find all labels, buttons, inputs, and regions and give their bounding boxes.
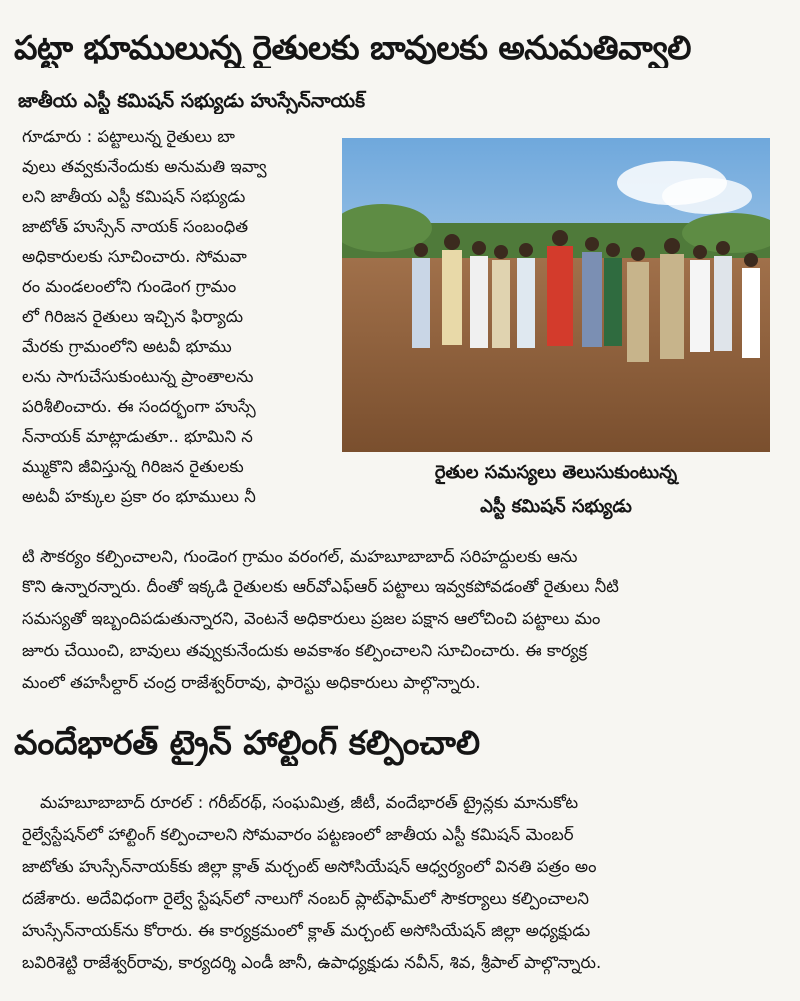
photo-caption: ఎస్టీ కమిషన్‌ సభ్యుడు — [480, 496, 632, 517]
body-line: లను సాగుచేసుకుంటున్న ప్రాంతాలను — [22, 367, 254, 386]
body-line: మ్ముకొని జీవిస్తున్న గిరిజన రైతులకు — [22, 457, 244, 476]
body-line: మహబూబాబాద్‌ రూరల్‌ : గరీబ్‌రథ్‌, సంఘమిత్ర, జీటీ, వందేభారత్‌ ట్రైన్లకు మానుకోట — [40, 793, 579, 812]
news-photo-farmers-field — [342, 138, 770, 452]
body-line: లో గిరిజన రైతులు ఇచ్చిన ఫిర్యాదు — [22, 307, 244, 326]
headline: వందేభారత్‌ ట్రైన్‌ హాల్టింగ్‌ కల్పించాలి — [14, 723, 481, 762]
body-line: మంలో తహసీల్దార్‌ చంద్ర రాజేశ్వర్‌రావు, ఫారెస్టు అధికారులు పాల్గొన్నారు. — [22, 673, 481, 692]
body-line: అటవీ హక్కుల ప్రకా రం భూములు నీ — [22, 487, 256, 506]
body-line: వులు తవ్వకునేందుకు అనుమతి ఇవ్వా — [22, 157, 267, 176]
body-line: పరిశీలించారు. ఈ సందర్భంగా హుస్సే — [22, 397, 256, 416]
body-line: టి సౌకర్యం కల్పించాలని, గుండెంగ గ్రామం వరంగల్‌, మహబూబాబాద్‌ సరిహద్దులకు ఆను — [22, 547, 578, 566]
body-line: జూరు చేయించి, బావులు తవ్వుకునేందుకు అవకాశం కల్పించాలని సూచించారు. ఈ కార్యక్ర — [22, 641, 588, 660]
body-line: జాటోత్‌ హుస్సేన్‌ నాయక్‌ సంబంధిత — [22, 217, 249, 236]
body-line: గూడూరు : పట్టాలున్న రైతులు బా — [22, 127, 235, 146]
body-line: మేరకు గ్రామంలోని అటవీ భూము — [22, 337, 232, 356]
body-line: కొని ఉన్నారన్నారు. దీంతో ఇక్కడి రైతులకు ఆర్‌వోఎఫ్‌ఆర్‌ పట్టాలు ఇవ్వకపోవడంతో రైతులు నీటి — [22, 577, 619, 596]
body-line: సమస్యతో ఇబ్బందిపడుతున్నారని, వెంటనే అధికారులు ప్రజల పక్షాన ఆలోచించి పట్టాలు మం — [22, 609, 601, 628]
body-line: దజేశారు. అదేవిధంగా రైల్వే స్టేషన్‌లో నాలుగో నంబర్‌ ప్లాట్‌ఫామ్‌లో సౌకర్యాలు కల్పించాలని — [22, 889, 589, 908]
body-line: రం మండలంలోని గుండెంగ గ్రామం — [22, 277, 237, 296]
subheadline: జాతీయ ఎస్టీ కమిషన్‌ సభ్యుడు హుస్సేన్‌నాయక్‌ — [18, 90, 365, 112]
body-line: జాటోతు హుస్సేన్‌నాయక్‌కు జిల్లా క్లాత్‌ మర్చంట్‌ అసోసియేషన్‌ ఆధ్వర్యంలో వినతి పత్రం అం — [22, 857, 597, 876]
headline: పట్టా భూములున్న రైతులకు బావులకు అనుమతివ్వాలి — [14, 28, 691, 67]
body-line: హుస్సేన్‌నాయక్‌ను కోరారు. ఈ కార్యక్రమంలో క్లాత్‌ మర్చంట్‌ అసోసియేషన్‌ జిల్లా అధ్యక్షుడు — [22, 921, 591, 940]
body-line: లని జాతీయ ఎస్టీ కమిషన్‌ సభ్యుడు — [22, 187, 246, 206]
body-line: అధికారులకు సూచించారు. సోమవా — [22, 247, 247, 266]
body-line: రైల్వేస్టేషన్‌లో హాల్టింగ్‌ కల్పించాలని సోమవారం పట్టణంలో జాతీయ ఎస్టీ కమిషన్‌ మెంబర్‌ — [22, 825, 574, 844]
body-line: న్‌నాయక్‌ మాట్లాడుతూ.. భూమిని న — [22, 427, 253, 446]
photo-caption: రైతుల సమస్యలు తెలుసుకుంటున్న — [434, 462, 678, 483]
body-line: బవిరిశెట్టి రాజేశ్వర్‌రావు, కార్యదర్శి ఎండీ జానీ, ఉపాధ్యక్షుడు నవీన్‌, శివ, శ్రీపాల్‌ పాల్గొన్నారు. — [22, 953, 602, 972]
